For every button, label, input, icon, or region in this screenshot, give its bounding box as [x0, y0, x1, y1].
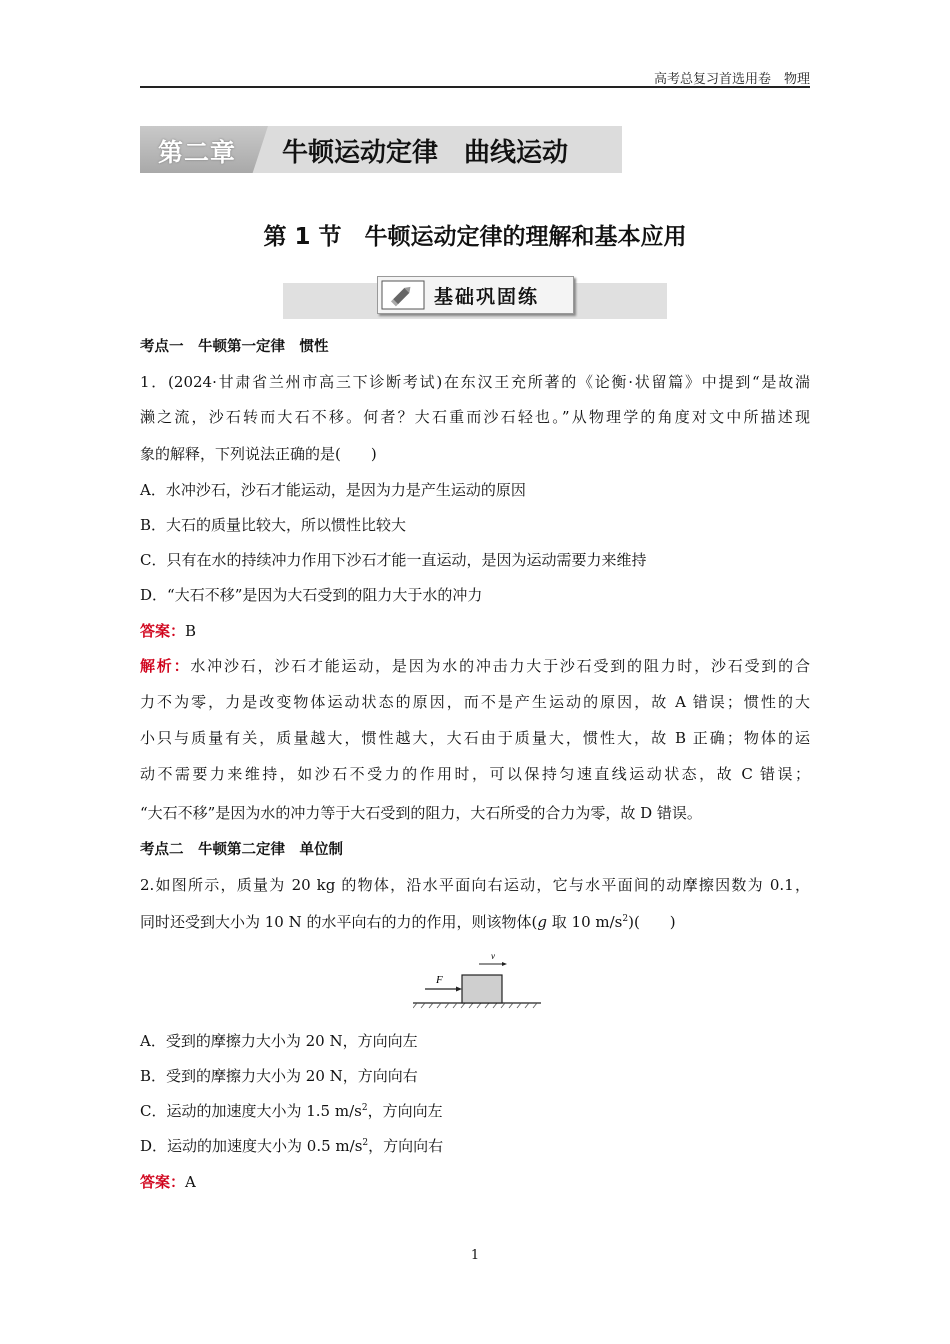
q1-analysis-line	[140, 657, 810, 675]
q2-gravity-symbol: g	[537, 913, 547, 931]
ground-hatching	[413, 1003, 537, 1008]
analysis-label: 解析：	[140, 657, 191, 675]
q2-option-d-tail: ，方向向右	[368, 1137, 444, 1155]
block	[462, 975, 502, 1003]
q1-option-c: C．只有在水的持续冲力作用下沙石才能一直运动，是因为运动需要力来维持	[140, 551, 647, 569]
q1-analysis-line: 小只与质量有关，质量越大，惯性越大，大石由于质量大，惯性大，故 B 正确；物体的运	[140, 729, 810, 747]
chapter-number: 第二章	[158, 138, 237, 167]
q1-stem-line: 1．(2024·甘肃省兰州市高三下诊断考试)在东汉王充所著的《论衡·状留篇》中提到“是故湍	[140, 373, 810, 391]
header-rule	[140, 86, 810, 88]
q1-option-b: B．大石的质量比较大，所以惯性比较大	[140, 516, 407, 534]
answer-value: B	[185, 622, 197, 640]
block-diagram	[413, 945, 543, 1013]
chapter-title: 牛顿运动定律 曲线运动	[282, 138, 569, 168]
q1-option-a: A．水冲沙石，沙石才能运动，是因为力是产生运动的原因	[140, 481, 526, 499]
q2-stem-line	[140, 913, 676, 931]
velocity-label: v	[491, 951, 495, 961]
drill-box	[377, 276, 574, 314]
q2-option-d	[140, 1137, 443, 1155]
force-label: F	[436, 974, 443, 986]
q2-option-d-exponent: 2	[362, 1138, 369, 1148]
q2-exponent: 2	[622, 914, 629, 924]
q2-stem-part: 同时还受到大小为 10 N 的水平向右的力的作用，则该物体(	[140, 913, 538, 931]
q2-option-c	[140, 1102, 443, 1120]
kp1-heading: 考点一 牛顿第一定律 惯性	[140, 339, 329, 355]
q1-analysis-line: “大石不移”是因为水的冲力等于大石受到的阻力，大石所受的合力为零，故 D 错误。	[140, 804, 702, 822]
q2-answer	[140, 1173, 196, 1191]
analysis-text: 水冲沙石，沙石才能运动，是因为水的冲击力大于沙石受到的阻力时，沙石受到的合	[190, 657, 810, 675]
answer-label: 答案：	[140, 622, 186, 640]
drill-label: 基础巩固练	[434, 286, 540, 308]
velocity-arrowhead	[502, 962, 507, 966]
answer-value: A	[185, 1173, 196, 1191]
q1-analysis-line: 动不需要力来维持，如沙石不受力的作用时，可以保持匀速直线运动状态，故 C 错误；	[140, 765, 810, 783]
pencil-icon	[381, 280, 425, 314]
q1-stem-line: 濑之流，沙石转而大石不移。何者？大石重而沙石轻也。”从物理学的角度对文中所描述现	[140, 408, 810, 426]
q2-option-c-tail: ，方向向左	[367, 1102, 443, 1120]
running-header: 高考总复习首选用卷 物理	[653, 72, 810, 87]
q2-stem-part: )( )	[628, 913, 676, 931]
force-arrowhead	[456, 987, 462, 992]
q2-option-a: A．受到的摩擦力大小为 20 N，方向向左	[140, 1032, 418, 1050]
q2-option-c-text: C．运动的加速度大小为 1.5 m/s	[140, 1102, 362, 1120]
q1-stem-line: 象的解释，下列说法正确的是( )	[140, 445, 377, 463]
q1-analysis-line: 力不为零，力是改变物体运动状态的原因，而不是产生运动的原因，故 A 错误；惯性的大	[140, 693, 810, 711]
q2-stem-line: 2.如图所示，质量为 20 kg 的物体，沿水平面向右运动，它与水平面间的动摩擦因数为 0.1，	[140, 876, 810, 894]
page-number: 1	[470, 1248, 480, 1263]
section-title: 第 1 节 牛顿运动定律的理解和基本应用	[263, 224, 687, 250]
q1-answer	[140, 622, 196, 640]
q1-option-d: D．“大石不移”是因为大石受到的阻力大于水的冲力	[140, 586, 483, 604]
q2-option-d-text: D．运动的加速度大小为 0.5 m/s	[140, 1137, 363, 1155]
q2-option-c-exponent: 2	[361, 1103, 368, 1113]
kp2-heading: 考点二 牛顿第二定律 单位制	[140, 842, 343, 858]
answer-label: 答案：	[140, 1173, 186, 1191]
q2-option-b: B．受到的摩擦力大小为 20 N，方向向右	[140, 1067, 418, 1085]
q2-stem-part: 取 10 m/s	[546, 913, 623, 931]
chapter-banner	[140, 126, 622, 173]
